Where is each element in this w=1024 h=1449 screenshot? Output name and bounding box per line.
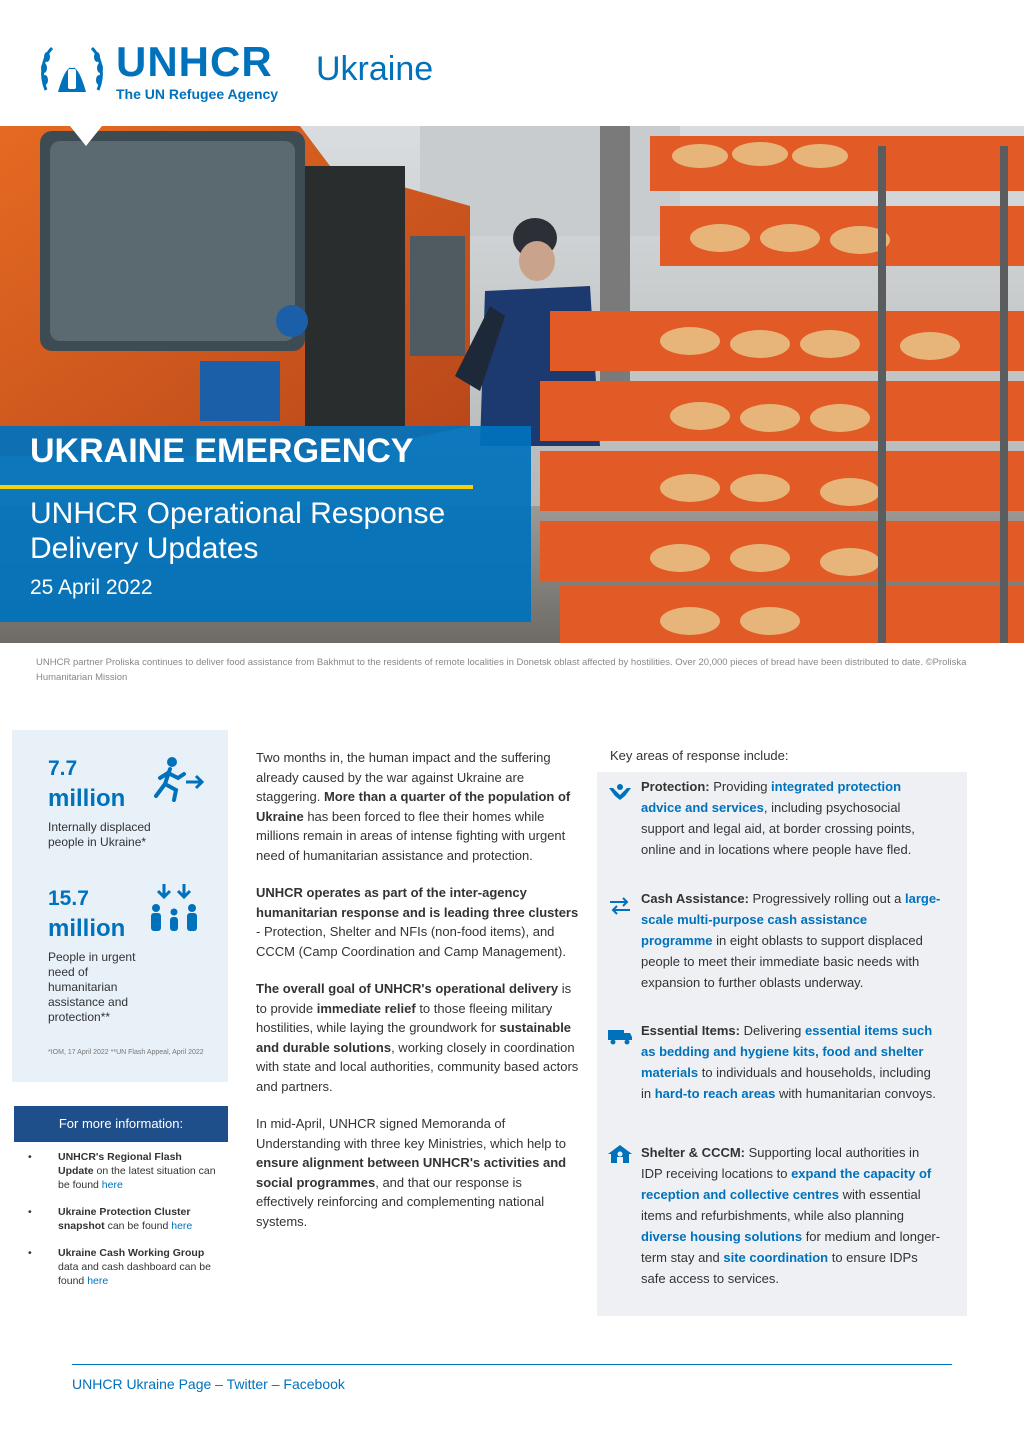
family-arrows-icon	[146, 882, 202, 938]
publication-date: 25 April 2022	[30, 576, 153, 599]
stat-pin	[48, 884, 158, 1025]
text: with humanitarian convoys.	[775, 1086, 936, 1101]
page-subtitle-line2: Delivery Updates	[30, 532, 259, 565]
page-title: UKRAINE EMERGENCY	[30, 432, 414, 470]
logo-subtitle: The UN Refugee Agency	[116, 86, 279, 102]
text-bold: UNHCR operates as part of the inter-agency humanitarian response and is leading three clusters	[256, 885, 579, 920]
cash-transfer-icon	[607, 896, 633, 916]
person-running-arrow-icon	[152, 756, 204, 802]
cash-working-group-link[interactable]: here	[87, 1275, 109, 1287]
text: In mid-April, UNHCR signed Memoranda of Understanding with three key Ministries, which help to	[256, 1116, 566, 1151]
text: Progressively rolling out a	[748, 891, 905, 906]
more-info-item-text: on the latest situation can be found	[58, 1165, 216, 1191]
text: Two months in, the human impact and the suffering already caused by the war against Ukraine are staggering.	[256, 750, 551, 804]
page-subtitle-line1: UNHCR Operational Response	[30, 497, 446, 530]
text: in eight oblasts to support displaced people to meet their immediate basic needs with expansion to further oblasts underway.	[641, 933, 923, 990]
key-area-cash	[641, 888, 941, 993]
stats-panel	[12, 730, 228, 1082]
more-info-header: For more information:	[14, 1106, 228, 1142]
paragraph-clusters	[256, 883, 582, 961]
highlight: essential items such as bedding and hygiene kits, food and shelter materials	[641, 1023, 933, 1080]
key-area-essential-items	[641, 1020, 941, 1104]
paragraph-goal	[256, 979, 582, 1096]
text: Delivering	[740, 1023, 806, 1038]
text-bold: The overall goal of UNHCR's operational delivery	[256, 981, 559, 996]
list-item	[14, 1246, 228, 1288]
text: to those fleeing military hostilities, while laying the groundwork for	[256, 1000, 553, 1035]
key-area-title: Protection:	[641, 779, 710, 794]
title-accent-rule	[0, 485, 473, 489]
highlight: large-scale multi-purpose cash assistance programme	[641, 891, 941, 948]
stat-idp-desc: Internally displaced people in Ukraine*	[48, 820, 151, 849]
paragraph-impact	[256, 748, 582, 865]
text: to ensure IDPs safe access to services.	[641, 1250, 918, 1286]
shelter-house-icon	[607, 1144, 633, 1164]
protection-hands-icon	[607, 782, 633, 802]
highlight: integrated protection advice and services	[641, 779, 902, 815]
key-area-title: Cash Assistance:	[641, 891, 749, 906]
unhcr-ukraine-page-link[interactable]: UNHCR Ukraine Page	[72, 1376, 212, 1392]
stat-idp-unit: million	[48, 785, 126, 812]
highlight: diverse housing solutions	[641, 1229, 803, 1244]
truck-icon	[607, 1026, 633, 1046]
twitter-link[interactable]: Twitter	[226, 1376, 268, 1392]
footer-links	[72, 1376, 345, 1392]
stat-idp-number: 7.7	[48, 757, 78, 780]
regional-flash-update-link[interactable]: here	[101, 1179, 123, 1191]
key-area-shelter	[641, 1142, 941, 1289]
hero-notch	[70, 126, 102, 146]
protection-cluster-link[interactable]: here	[171, 1220, 193, 1232]
country-name: Ukraine	[316, 50, 434, 88]
photo-caption: UNHCR partner Proliska continues to deliver food assistance from Bakhmut to the residents of remote localities in Donetsk oblast affected by hostilities. Over 20,000 pieces of bread have been distributed to date. ©Proliska Humanitarian Mission	[36, 657, 967, 683]
key-area-protection	[641, 776, 941, 860]
text-bold: immediate relief	[316, 1000, 416, 1016]
text-bold: ensure alignment between UNHCR's activities and social programmes	[256, 1155, 567, 1190]
stat-pin-desc: People in urgent need of humanitarian assistance and protection**	[48, 950, 136, 1024]
text: , including psychosocial support and legal aid, at border crossing points, online and in locations where people have fled.	[641, 800, 915, 857]
text: , working closely in coordination with state and local authorities, community based actors and partners.	[256, 1039, 579, 1094]
body-text-column	[256, 748, 582, 1249]
text: with essential items and refurbishments, while also planning	[641, 1187, 921, 1223]
text: - Protection, Shelter and NFIs (non-food items), and CCCM (Camp Coordination and Camp Management).	[256, 924, 566, 959]
highlight: expand the capacity of reception and collective centres	[641, 1166, 932, 1202]
text-bold: More than a quarter of the population of Ukraine	[256, 789, 571, 824]
text: , and that our response is effectively reinforcing and complementing national systems.	[256, 1174, 545, 1229]
key-areas-panel	[597, 772, 967, 1316]
logo-wordmark: UNHCR	[116, 38, 273, 85]
text: to individuals and households, including in	[641, 1065, 931, 1101]
footer-separator: –	[211, 1376, 227, 1392]
text: for medium and longer-term stay and	[641, 1229, 941, 1265]
text: has been forced to flee their homes while millions remain in areas of intense fighting with urgent need of humanitarian assistance and protection.	[256, 808, 566, 863]
more-info-item-title: UNHCR's Regional Flash Update	[58, 1151, 182, 1177]
text-bold: sustainable and durable solutions	[256, 1020, 572, 1055]
list-item	[14, 1150, 228, 1192]
stat-pin-number: 15.7	[48, 887, 89, 910]
highlight: site coordination	[723, 1250, 829, 1265]
text: is to provide	[256, 981, 572, 1016]
more-info-item-text: data and cash dashboard can be found	[58, 1261, 211, 1287]
key-areas-header: Key areas of response include:	[610, 748, 789, 763]
unhcr-emblem-icon	[38, 40, 106, 102]
more-info-list	[14, 1150, 228, 1301]
more-info-item-title: Ukraine Cash Working Group	[58, 1247, 205, 1259]
list-item	[14, 1205, 228, 1233]
key-area-title: Shelter & CCCM:	[641, 1145, 746, 1160]
stats-footnote: *IOM, 17 April 2022 **UN Flash Appeal, April 2022	[48, 1049, 204, 1056]
text: Supporting local authorities in IDP receiving locations to	[641, 1145, 920, 1181]
more-info-item-title: Ukraine Protection Cluster snapshot	[58, 1206, 191, 1232]
footer-rule	[72, 1364, 952, 1365]
footer-separator: –	[267, 1376, 284, 1392]
more-info-item-text: can be found	[104, 1220, 172, 1232]
stat-pin-unit: million	[48, 915, 126, 942]
text: Providing	[709, 779, 772, 794]
paragraph-mou	[256, 1114, 582, 1231]
key-area-title: Essential Items:	[641, 1023, 740, 1038]
facebook-link[interactable]: Facebook	[283, 1376, 345, 1392]
highlight: hard-to reach areas	[654, 1086, 776, 1101]
stat-idp	[48, 754, 158, 850]
